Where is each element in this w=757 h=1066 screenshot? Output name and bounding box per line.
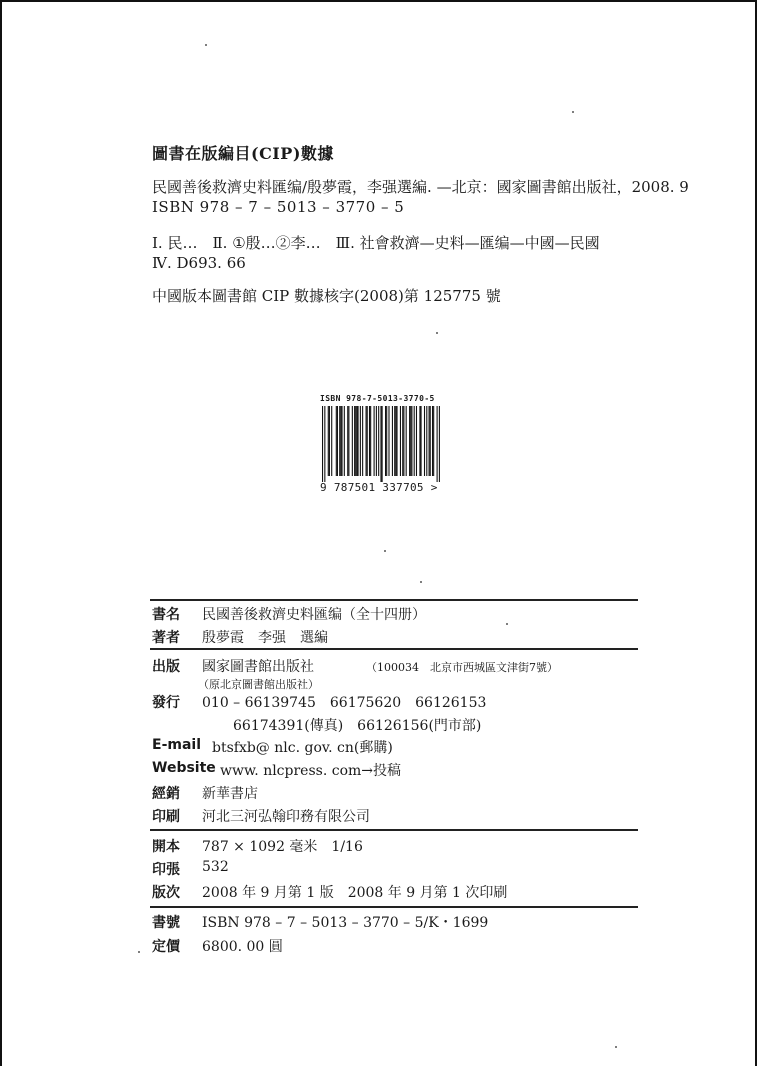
- printer: 河北三河弘翰印務有限公司: [202, 809, 370, 825]
- barcode-isbn-text: ISBN 978-7-5013-3770-5: [320, 394, 435, 403]
- barcode-bar: [328, 406, 329, 476]
- dealer: 新華書店: [202, 786, 258, 802]
- barcode-bar: [409, 406, 410, 476]
- barcode-bar: [400, 406, 401, 476]
- cip-record-number: 中國版本圖書館 CIP 數據核字(2008)第 125775 號: [152, 287, 501, 305]
- barcode-bar: [426, 406, 427, 476]
- printer-label: 印刷: [152, 809, 180, 825]
- divider: [150, 906, 638, 908]
- barcode-bar: [433, 406, 434, 476]
- isbn-label: 書號: [152, 915, 180, 931]
- barcode-bar: [354, 406, 355, 476]
- barcode-bar: [344, 406, 345, 476]
- barcode-bar: [347, 406, 348, 476]
- barcode-bar: [396, 406, 397, 476]
- barcode-bar: [437, 406, 438, 482]
- sheets: 532: [202, 859, 229, 875]
- barcode-bar: [416, 406, 417, 476]
- scan-speck: [384, 550, 386, 552]
- barcode-bar: [331, 406, 332, 476]
- sheets-label: 印張: [152, 862, 180, 878]
- publisher-address: （100034 北京市西城區文津街7號）: [366, 661, 558, 674]
- barcode-bar: [367, 406, 368, 476]
- book-name-label: 書名: [152, 607, 180, 623]
- barcode-bar: [392, 406, 393, 476]
- website-label: Website: [152, 760, 216, 776]
- publisher-former-name: （原北京圖書館出版社）: [198, 678, 319, 691]
- scan-speck: [138, 951, 140, 953]
- publisher: 國家圖書館出版社: [202, 659, 314, 675]
- cip-subjects: Ⅰ. 民… Ⅱ. ①殷…②李… Ⅲ. 社會救濟—史料—匯编—中國—民國: [152, 234, 600, 252]
- barcode-bar: [432, 406, 433, 476]
- barcode-bar: [352, 406, 353, 476]
- edition-label: 版次: [152, 885, 180, 901]
- barcode-bar: [430, 406, 431, 476]
- barcode-bar: [369, 406, 370, 476]
- barcode-bar: [394, 406, 395, 476]
- barcode-bar: [341, 406, 342, 476]
- barcode-bar: [337, 406, 338, 476]
- barcode-bar: [322, 406, 323, 482]
- scan-speck: [572, 111, 574, 113]
- isbn: ISBN 978 – 7 – 5013 – 3770 – 5/K・1699: [202, 915, 489, 931]
- cip-isbn: ISBN 978 – 7 – 5013 – 3770 – 5: [152, 198, 405, 216]
- barcode-bar: [366, 406, 367, 476]
- divider: [150, 648, 638, 650]
- barcode-bar: [336, 406, 337, 476]
- dealer-label: 經銷: [152, 786, 180, 802]
- publisher-label: 出版: [152, 659, 180, 675]
- isbn-barcode: [320, 394, 450, 494]
- price: 6800. 00 圓: [202, 939, 283, 955]
- edition: 2008 年 9 月第 1 版 2008 年 9 月第 1 次印刷: [202, 885, 508, 901]
- cip-citation: 民國善後救濟史料匯编/殷夢霞，李强選編. —北京：國家圖書館出版社，2008. 9: [152, 178, 689, 196]
- barcode-bar: [374, 406, 375, 476]
- barcode-bar: [382, 406, 383, 482]
- distribution-fax: 66174391(傳真) 66126156(門市部): [233, 718, 482, 734]
- barcode-bar: [411, 406, 412, 476]
- barcode-bars: [322, 406, 440, 482]
- barcode-bar: [380, 406, 381, 482]
- barcode-bar: [424, 406, 425, 476]
- barcode-bar: [410, 406, 411, 476]
- barcode-bar: [360, 406, 361, 476]
- price-label: 定價: [152, 939, 180, 955]
- barcode-bar: [414, 406, 415, 476]
- book-name: 民國善後救濟史料匯编（全十四册）: [202, 607, 426, 623]
- barcode-bar: [356, 406, 357, 476]
- barcode-bar: [402, 406, 403, 476]
- authors: 殷夢霞 李强 選編: [202, 630, 328, 646]
- barcode-bar: [395, 406, 396, 476]
- distribution-label: 發行: [152, 695, 180, 711]
- scan-speck: [615, 1046, 617, 1048]
- barcode-bar: [324, 406, 325, 482]
- barcode-bar: [388, 406, 389, 476]
- barcode-bar: [385, 406, 386, 476]
- scan-speck: [436, 332, 438, 334]
- barcode-bar: [340, 406, 341, 476]
- format: 787 × 1092 毫米 1/16: [202, 839, 363, 855]
- scan-speck: [205, 44, 207, 46]
- format-label: 開本: [152, 839, 180, 855]
- barcode-bar: [376, 406, 377, 476]
- barcode-bar: [329, 406, 330, 476]
- barcode-bar: [362, 406, 363, 476]
- barcode-bar: [421, 406, 422, 476]
- barcode-bar: [419, 406, 420, 476]
- cip-classification: Ⅳ. D693. 66: [152, 254, 246, 272]
- authors-label: 著者: [152, 630, 180, 646]
- barcode-bar: [370, 406, 371, 476]
- barcode-bar: [355, 406, 356, 476]
- barcode-bar: [378, 406, 379, 476]
- scan-speck: [420, 581, 422, 583]
- barcode-bar: [348, 406, 349, 476]
- email-label: E-mail: [152, 737, 202, 753]
- distribution-phones: 010 – 66139745 66175620 66126153: [202, 695, 487, 711]
- barcode-bar: [403, 406, 404, 476]
- barcode-bar: [406, 406, 407, 476]
- barcode-bar: [439, 406, 440, 482]
- barcode-digits: 9 787501 337705 >: [320, 481, 438, 494]
- barcode-bar: [339, 406, 340, 476]
- email: btsfxb@ nlc. gov. cn(郵購): [212, 740, 393, 756]
- scan-speck: [506, 623, 508, 625]
- website: www. nlcpress. com→投稿: [220, 763, 402, 779]
- barcode-bar: [358, 406, 359, 476]
- divider: [150, 599, 638, 601]
- divider: [150, 829, 638, 831]
- barcode-bar: [386, 406, 387, 476]
- barcode-bar: [429, 406, 430, 476]
- cip-title: 圖書在版編目(CIP)數據: [152, 144, 334, 163]
